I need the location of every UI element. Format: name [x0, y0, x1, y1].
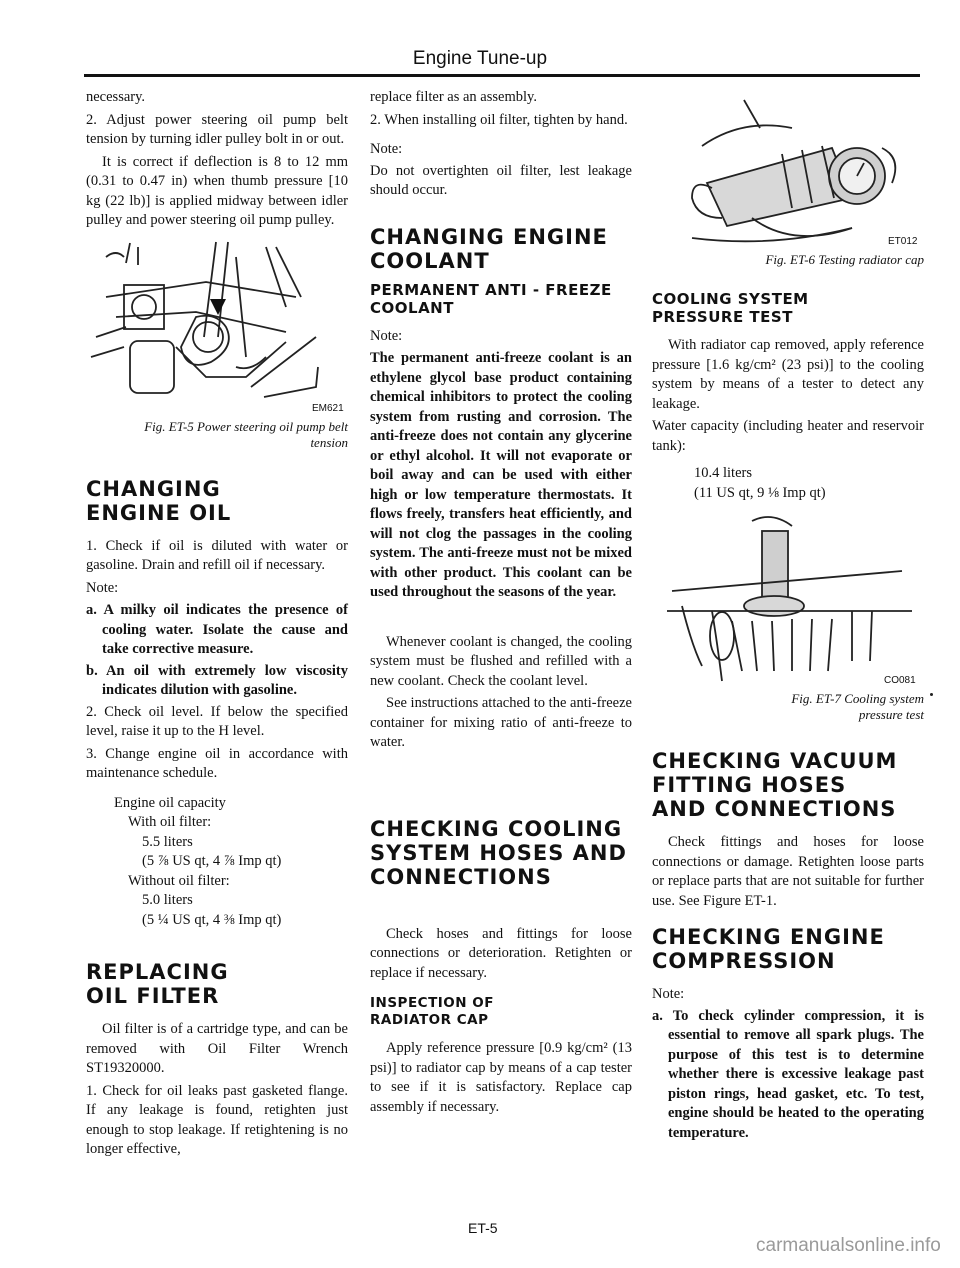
paragraph: Oil filter is of a cartridge type, and can be removed with Oil Filter Wrench ST19320000. [86, 1021, 348, 1076]
spec-line: 5.5 liters [142, 833, 193, 850]
note-text: Do not overtighten oil filter, lest leakage should occur. [370, 162, 632, 198]
section-heading: CHECKING COOLING SYSTEM HOSES AND CONNECTIONS [370, 816, 627, 889]
figure-caption: tension [310, 434, 348, 450]
page-number: ET-5 [468, 1220, 498, 1236]
section-heading: REPLACING OIL FILTER [86, 960, 229, 1008]
paragraph: necessary. [86, 89, 146, 105]
section-heading: COOLING SYSTEM PRESSURE TEST [652, 290, 809, 326]
note-label: Note: [652, 986, 685, 1002]
spec-line: (11 US qt, 9 ⅛ Imp qt) [694, 484, 826, 501]
note-item: b. An oil with extremely low viscosity indicates dilution with gasoline. [86, 662, 348, 698]
subsection-heading: PERMANENT ANTI - FREEZE COOLANT [370, 280, 612, 317]
note-item: a. To check cylinder compression, it is essential to remove all spark plugs. The purpose of this test is to determine whether there is excessive leakage past piston rings, head gasket, etc. To test, engine should be heated to the operating temperature. [652, 1007, 924, 1141]
spec-line: 5.0 liters [142, 892, 193, 908]
paragraph: Apply reference pressure [0.9 kg/cm² (13 psi)] to radiator cap by means of a cap tester to see if it is satisfactory. Replace cap assembly if necessary. [370, 1040, 632, 1115]
figure-code: EM621 [312, 402, 344, 414]
spec-title: Engine oil capacity [114, 794, 226, 811]
subsection-heading: INSPECTION OF RADIATOR CAP [370, 995, 494, 1028]
paragraph: 1. Check if oil is diluted with water or gasoline. Drain and refill oil if necessary. [86, 537, 348, 573]
section-heading: CHANGING ENGINE COOLANT [370, 224, 608, 273]
figure-code: ET012 [888, 236, 918, 247]
paragraph: 2. Adjust power steering oil pump belt tension by turning idler pulley bolt in or out. [86, 111, 348, 147]
paragraph: Check hoses and fittings for loose connections or deterioration. Retighten or replace if necessary. [370, 925, 632, 981]
stray-mark [930, 693, 933, 696]
header-rule [84, 74, 920, 77]
note-label: Note: [370, 327, 403, 344]
section-heading: CHANGING ENGINE OIL [86, 476, 232, 525]
note-label: Note: [370, 141, 403, 157]
paragraph: See instructions attached to the anti-freeze container for mixing ratio of anti-freeze to water. [370, 695, 632, 750]
spec-line: With oil filter: [128, 814, 212, 830]
spec-line: Without oil filter: [128, 872, 230, 889]
cooling-system-test-illustration [652, 511, 924, 689]
column-3 [652, 88, 924, 1145]
figure-caption: Fig. ET-7 Cooling system [791, 691, 924, 706]
figure-caption: Fig. ET-5 Power steering oil pump belt [144, 418, 348, 434]
spec-line: (5 ⅞ US qt, 4 ⅞ Imp qt) [142, 853, 282, 869]
paragraph: With radiator cap removed, apply reference pressure [1.6 kg/cm² (23 psi)] to the cooling system by means of a tester to detect any leakage. [652, 337, 924, 412]
figure-et5 [86, 237, 348, 417]
column-2 [370, 88, 632, 1120]
note-item: a. A milky oil indicates the presence of cooling water. Isolate the cause and take corrective measure. [86, 602, 348, 657]
figure-et6 [652, 88, 924, 250]
page-header: Engine Tune-up [412, 48, 548, 69]
spec-line: 10.4 liters [694, 465, 752, 481]
watermark: carmanualsonline.info [756, 1235, 941, 1256]
paragraph: 2. Check oil level. If below the specified level, raise it up to the H level. [86, 703, 348, 739]
paragraph: Check fittings and hoses for loose connections or damage. Retighten loose parts or replace parts that are not suitable for further use. See Figure ET-1. [652, 834, 924, 909]
note-label: Note: [86, 579, 119, 596]
radiator-cap-tester-illustration [652, 88, 924, 250]
section-heading: CHECKING ENGINE COMPRESSION [652, 925, 885, 973]
paragraph: 1. Check for oil leaks past gasketed flange. If any leakage is found, retighten just enough to stop leakage. If retightening is no longer effective, [86, 1082, 348, 1157]
figure-caption: pressure test [858, 707, 924, 722]
note-text: The permanent anti-freeze coolant is an ethylene glycol base product containing chemical inhibitors to protect the cooling system from rusting and corrosion. The anti-freeze does not contain any glycerine or ethyl alcohol. It will not evaporate or boil away and can be used with either high or low temperature thermostats. It flows freely, transfers heat efficiently, and will not clog the passages in the cooling system. The anti-freeze must not be mixed with other product. This coolant can be used throughout the seasons of the year. [370, 350, 632, 600]
paragraph: It is correct if deflection is 8 to 12 mm (0.31 to 0.47 in) when thumb pressure [10 kg (22 lb)] is applied midway between idler pulley and power steering oil pump pulley. [86, 153, 348, 228]
figure-code: CO081 [884, 675, 916, 686]
figure-caption: Fig. ET-6 Testing radiator cap [765, 252, 924, 267]
section-heading: CHECKING VACUUM FITTING HOSES AND CONNECTIONS [652, 749, 898, 821]
paragraph: 3. Change engine oil in accordance with maintenance schedule. [86, 745, 348, 781]
power-steering-illustration [86, 237, 348, 417]
paragraph: replace filter as an assembly. [370, 89, 537, 105]
paragraph: Water capacity (including heater and reservoir tank): [652, 418, 924, 454]
paragraph: 2. When installing oil filter, tighten by hand. [370, 111, 628, 128]
paragraph: Whenever coolant is changed, the cooling system must be flushed and refilled with a new coolant. Check the coolant level. [370, 633, 632, 689]
column-1 [86, 88, 348, 1163]
spec-line: (5 ¼ US qt, 4 ⅜ Imp qt) [142, 911, 282, 928]
figure-et7 [652, 511, 924, 689]
